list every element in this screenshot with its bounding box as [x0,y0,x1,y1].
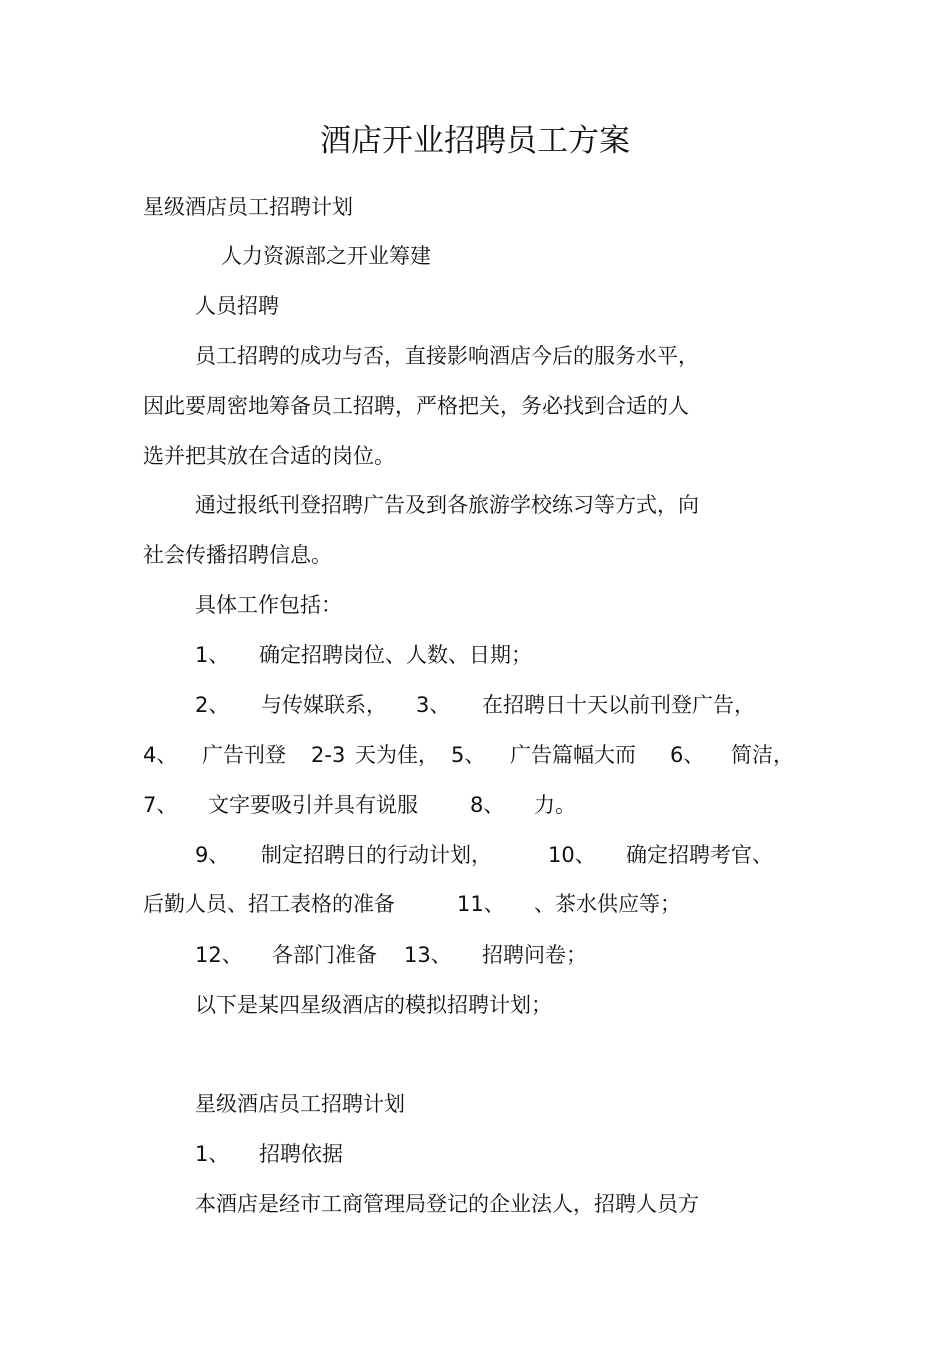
list-number: 6、 [670,743,705,767]
list-number: 4、 [143,743,178,767]
list-number: 12、 [195,943,243,967]
paragraph-line: 社会传播招聘信息。 [143,543,332,567]
paragraph-line: 员工招聘的成功与否，直接影响酒店今后的服务水平， [195,344,699,368]
list-number: 5、 [451,743,486,767]
list-text: 与传媒联系， [261,693,387,717]
list-number: 3、 [416,693,451,717]
paragraph-line: 以下是某四星级酒店的模拟招聘计划； [195,993,552,1017]
list-text: 广告刊登 [202,743,286,767]
list-intro: 具体工作包括： [195,593,342,617]
list-line [0,889,950,919]
list-text: 招聘问卷； [482,943,587,967]
list-number: 10、 [548,843,596,867]
list-text: 制定招聘日的行动计划， [261,843,492,867]
section-heading-recruitment: 人员招聘 [195,294,279,318]
paragraph-line: 本酒店是经市工商管理局登记的企业法人，招聘人员方 [195,1192,699,1216]
list-text: 天为佳， [355,743,439,767]
list-line [0,690,950,720]
list-line [0,790,950,820]
list-number: 2、 [195,693,230,717]
plan-heading-2: 星级酒店员工招聘计划 [195,1092,405,1116]
list-line [0,640,950,670]
department-subheading: 人力资源部之开业筹建 [221,244,431,268]
list-text: 后勤人员、招工表格的准备 [143,892,395,916]
list-number: 7、 [143,793,178,817]
paragraph-line: 通过报纸刊登招聘广告及到各旅游学校练习等方式，向 [195,493,699,517]
list-text: 确定招聘考官、 [626,843,773,867]
list-number: 9、 [195,843,230,867]
list-line [0,840,950,870]
list-text: 力。 [534,793,576,817]
list-number: 13、 [404,943,452,967]
section2-item [0,1139,950,1169]
list-number: 1、 [195,1142,230,1166]
list-text: 招聘依据 [259,1142,343,1166]
list-text: 、茶水供应等； [534,892,681,916]
plan-heading: 星级酒店员工招聘计划 [143,195,353,219]
list-text: 各部门准备 [272,943,377,967]
list-number: 11、 [457,892,505,916]
list-text: 在招聘日十天以前刊登广告， [482,693,755,717]
paragraph-line: 选并把其放在合适的岗位。 [143,444,395,468]
list-text: 广告篇幅大而 [510,743,636,767]
list-text: 确定招聘岗位、人数、日期； [259,643,532,667]
list-text: 文字要吸引并具有说服 [208,793,418,817]
list-number: 8、 [470,793,505,817]
list-line [0,740,950,770]
list-number: 1、 [195,643,230,667]
paragraph-line: 因此要周密地筹备员工招聘，严格把关，务必找到合适的人 [143,394,689,418]
list-text: 简洁， [731,743,794,767]
list-line [0,940,950,970]
list-text: 2-3 [311,743,346,767]
document-title: 酒店开业招聘员工方案 [320,123,630,159]
